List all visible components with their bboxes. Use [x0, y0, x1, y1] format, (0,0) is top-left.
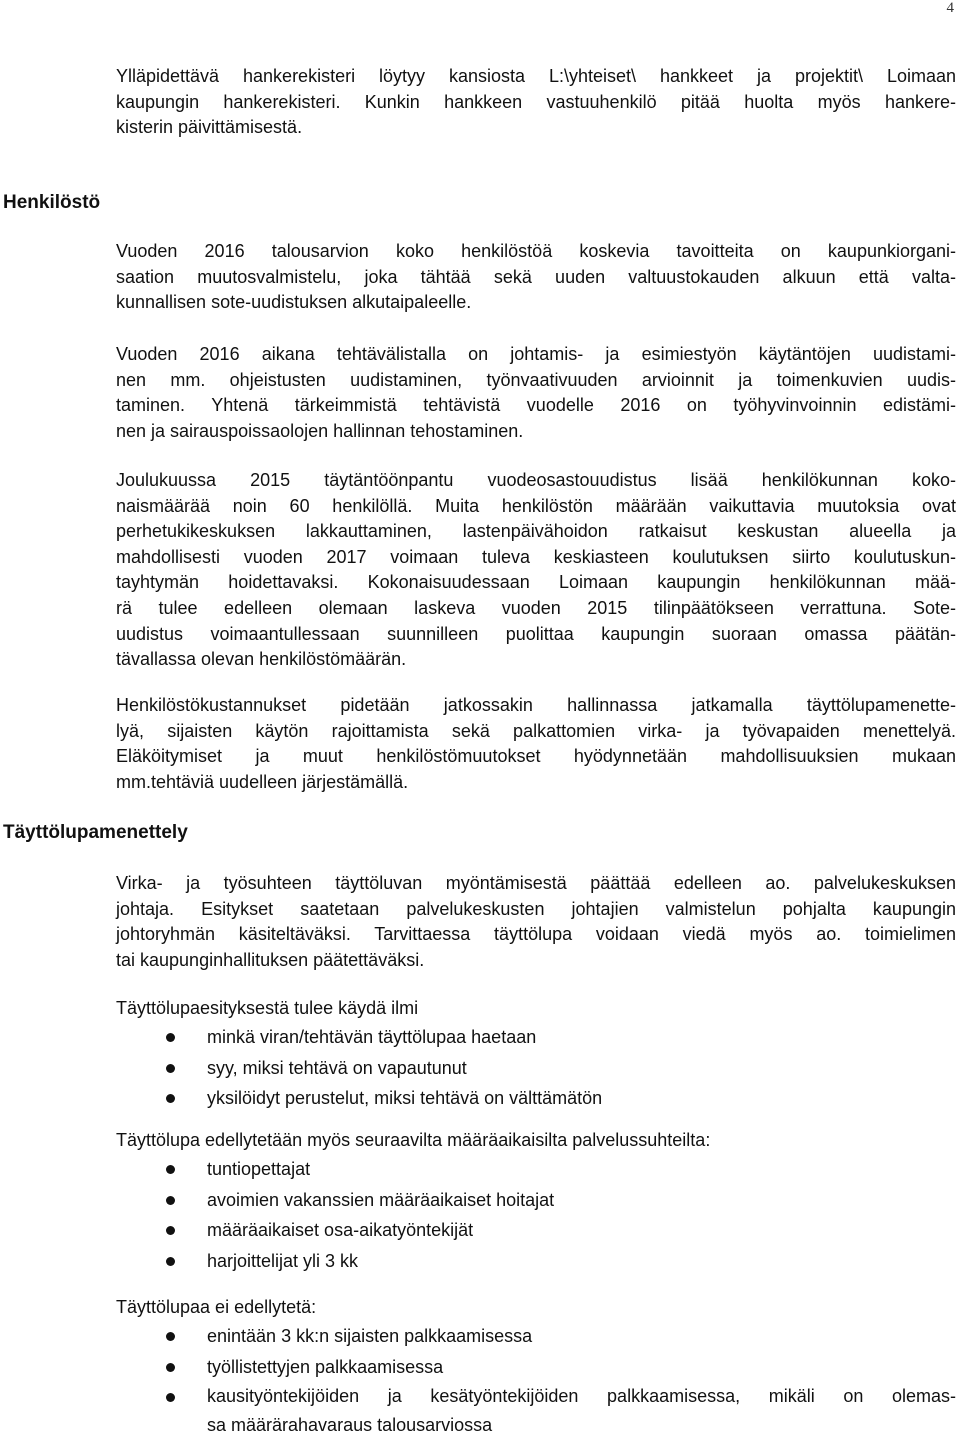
tayttolupaesitys-list-block: [116, 995, 956, 1114]
text-line: kaupungin hankerekisteri. Kunkin hankkeen vastuuhenkilö pitää huolta myös hankere-: [116, 91, 956, 112]
text-line: mahdollisesti vuoden 2017 voimaan tuleva keskiasteen koulutuksen siirto koulutuskun-: [116, 546, 956, 567]
text-line: lyä, sijaisten käytön rajoittamista sekä palkattomien virka- ja työvapaiden menettelyä.: [116, 720, 956, 741]
list-intro: Täyttölupa edellytetään myös seuraavilta määräaikaisilta palvelussuhteilta:: [116, 1130, 711, 1150]
list-item: [116, 1022, 956, 1053]
bullet-icon: [166, 1363, 175, 1372]
list-item: [116, 1352, 956, 1383]
list-intro: Täyttölupaa ei edellytetä:: [116, 1297, 317, 1317]
bullet-icon: [166, 1196, 175, 1205]
text-line: tävallassa olevan henkilöstömäärän.: [116, 649, 407, 670]
section-heading-henkilosto: Henkilöstö: [3, 192, 101, 213]
text-line: kausityöntekijöiden ja kesätyöntekijöiden palkkaamisessa, mikäli on olemas-: [207, 1386, 956, 1406]
list-item-text: määräaikaiset osa-aikatyöntekijät: [207, 1220, 474, 1240]
bullet-icon: [166, 1165, 175, 1174]
text-line: Vuoden 2016 aikana tehtävälistalla on johtamis- ja esimiestyön käytäntöjen uudistami-: [116, 344, 956, 364]
henkilosto-paragraph-4: [116, 693, 956, 795]
list-item: [116, 1246, 956, 1277]
list-item: [116, 1215, 956, 1246]
text-line: tai kaupunginhallituksen päätettäväksi.: [116, 949, 425, 970]
text-line: kunnallisen sote-uudistuksen alkutaipaleelle.: [116, 292, 472, 313]
bullet-icon: [166, 1257, 175, 1266]
text-line: sa määrärahavaraus talousarviossa: [207, 1415, 493, 1435]
text-line: Eläköitymiset ja muut henkilöstömuutokset hyödynnetään mahdollisuuksien mukaan: [116, 746, 956, 767]
text-line: Joulukuussa 2015 täytäntöönpantu vuodeosastouudistus lisää henkilökunnan koko-: [116, 470, 956, 490]
text-line: kisterin päivittämisestä.: [116, 117, 303, 138]
bullet-icon: [166, 1064, 175, 1073]
text-line: Ylläpidettävä hankerekisteri löytyy kansiosta L:\yhteiset\ hankkeet ja projektit\ Loimaan: [116, 66, 956, 86]
list-item-text: tuntiopettajat: [207, 1159, 311, 1179]
text-line: mm.tehtäviä uudelleen järjestämällä.: [116, 771, 409, 792]
list-intro: Täyttölupaesityksestä tulee käydä ilmi: [116, 998, 419, 1018]
text-line: rä tulee edelleen olemaan laskeva vuoden 2015 tilinpäätökseen verrattuna. Sote-: [116, 597, 956, 618]
bullet-icon: [166, 1094, 175, 1103]
text-line: tayhtymän hoidettavaksi. Kokonaisuudessaan Loimaan kaupungin henkilökunnan mää-: [116, 572, 956, 593]
list-item: [116, 1154, 956, 1185]
list-item: [116, 1053, 956, 1084]
section-heading-tayttolupamenettely: Täyttölupamenettely: [3, 822, 188, 843]
henkilosto-paragraph-3: [116, 468, 956, 673]
list-item-text: [207, 1382, 956, 1440]
text-line: taminen. Yhtenä tärkeimmistä tehtävistä vuodelle 2016 on työhyvinvoinnin edistämi-: [116, 395, 956, 416]
text-line: uudistus voimaantullessaan suunnilleen puolittaa kaupungin suoraan omassa päätän-: [116, 623, 956, 644]
text-line: johtaja. Esitykset saatetaan palvelukeskusten johtajien valmistelun pohjalta kaupungin: [116, 898, 956, 919]
maaraaikaiset-list-block: [116, 1127, 956, 1276]
bullet-list: [116, 1154, 956, 1276]
text-line: Henkilöstökustannukset pidetään jatkossakin hallinnassa jatkamalla täyttölupamenette-: [116, 695, 956, 715]
list-item: [116, 1382, 956, 1440]
list-item-text: enintään 3 kk:n sijaisten palkkaamisessa: [207, 1326, 533, 1346]
text-line: Vuoden 2016 talousarvion koko henkilöstöä koskevia tavoitteita on kaupunkiorgani-: [116, 241, 956, 261]
list-item: [116, 1321, 956, 1352]
text-line: perhetukikeskuksen lakkauttaminen, lastenpäivähoidon ratkaisut keskustan alueella ja: [116, 521, 956, 542]
list-item-text: yksilöidyt perustelut, miksi tehtävä on välttämätön: [207, 1088, 603, 1108]
bullet-icon: [166, 1226, 175, 1235]
list-item-text: avoimien vakanssien määräaikaiset hoitajat: [207, 1189, 555, 1210]
text-line: saation muutosvalmistelu, joka tähtää sekä uuden valtuustokauden alkuun että valta-: [116, 266, 956, 287]
text-line: johtoryhmän käsiteltäväksi. Tarvittaessa täyttölupa voidaan viedä myös ao. toimielimen: [116, 924, 956, 945]
bullet-list: [116, 1321, 956, 1440]
bullet-icon: [166, 1033, 175, 1042]
text-line: nen mm. ohjeistusten uudistaminen, työnvaativuuden arvioinnit ja toimenkuvien uudis-: [116, 369, 956, 390]
text-line: nen ja sairauspoissaolojen hallinnan tehostaminen.: [116, 420, 524, 441]
tayttolupa-paragraph-1: [116, 871, 956, 973]
henkilosto-paragraph-1: [116, 239, 956, 316]
list-item-text: työllistettyjen palkkaamisessa: [207, 1356, 444, 1377]
list-item-text: harjoittelijat yli 3 kk: [207, 1250, 359, 1271]
text-line: Virka- ja työsuhteen täyttöluvan myöntämisestä päättää edelleen ao. palvelukeskuksen: [116, 873, 956, 893]
list-item-text: syy, miksi tehtävä on vapautunut: [207, 1057, 467, 1078]
intro-paragraph: [116, 64, 956, 141]
henkilosto-paragraph-2: [116, 342, 956, 444]
bullet-icon: [166, 1393, 175, 1402]
page-number: 4: [946, 0, 954, 16]
ei-edellyteta-list-block: [116, 1294, 956, 1440]
text-line: naismäärää noin 60 henkilöllä. Muita henkilöstön määrään vaikuttavia muutoksia ovat: [116, 495, 956, 516]
list-item: [116, 1083, 956, 1114]
list-item: [116, 1185, 956, 1216]
list-item-text: minkä viran/tehtävän täyttölupaa haetaan: [207, 1027, 537, 1047]
bullet-icon: [166, 1332, 175, 1341]
bullet-list: [116, 1022, 956, 1114]
